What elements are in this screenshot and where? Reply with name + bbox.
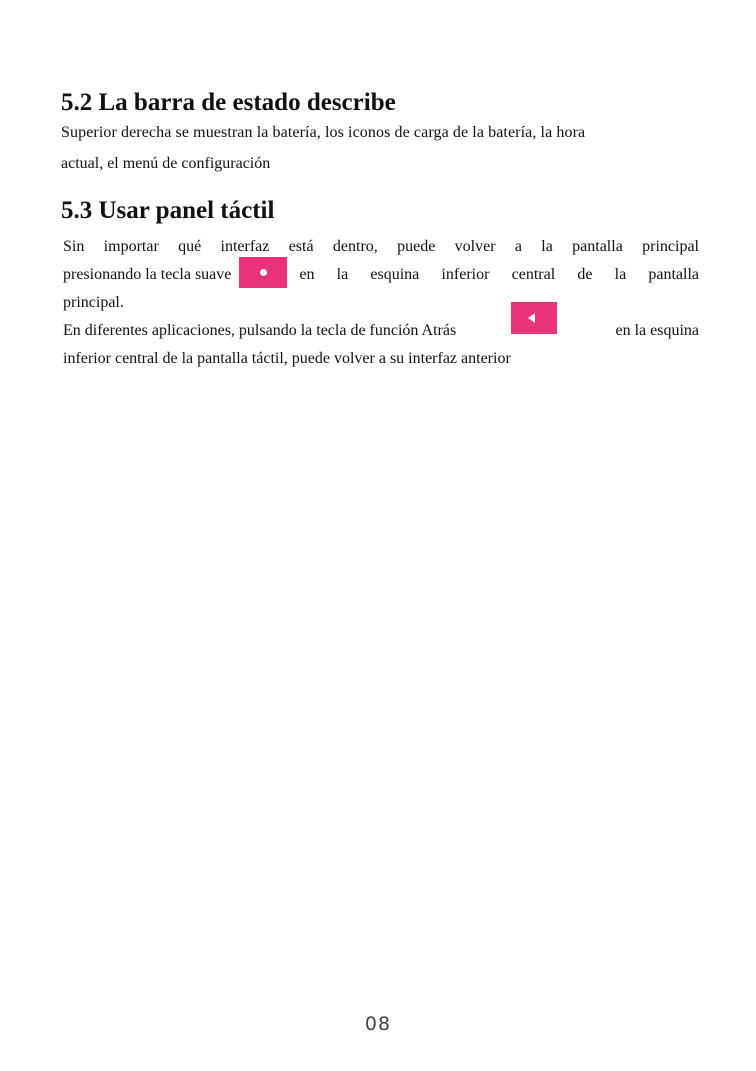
section-5-3-p1-line-2 [63,261,699,289]
section-5-2-line-1: Superior derecha se muestran la batería, los iconos de carga de la batería, la hora [61,124,586,141]
p1-line-2-after-text: en la esquina inferior central de la pantalla [299,266,699,283]
section-5-3-p2-line-1 [63,317,699,345]
section-5-3-title: 5.3 Usar panel táctil [61,197,275,224]
back-key-icon [511,302,557,334]
section-5-3-p1-line-1: Sin importar qué interfaz está dentro, puede volver a la pantalla principal [63,238,699,255]
page-number: 08 [364,1013,392,1035]
section-5-2-title: 5.2 La barra de estado describe [61,89,396,116]
p2-line-1-before-text: En diferentes aplicaciones, pulsando la tecla de función Atrás [63,322,457,339]
section-5-3-p2-line-2: inferior central de la pantalla táctil, puede volver a su interfaz anterior [63,350,511,367]
home-key-icon [239,257,287,288]
section-5-3-p1-line-3: principal. [63,294,124,311]
p1-line-2-before-text: presionando la tecla suave [63,266,232,283]
section-5-3-body [63,233,699,373]
section-5-2-body [61,119,701,178]
section-5-2-line-2: actual, el menú de configuración [61,155,271,172]
p2-line-1-after-text: en la esquina [615,322,699,339]
